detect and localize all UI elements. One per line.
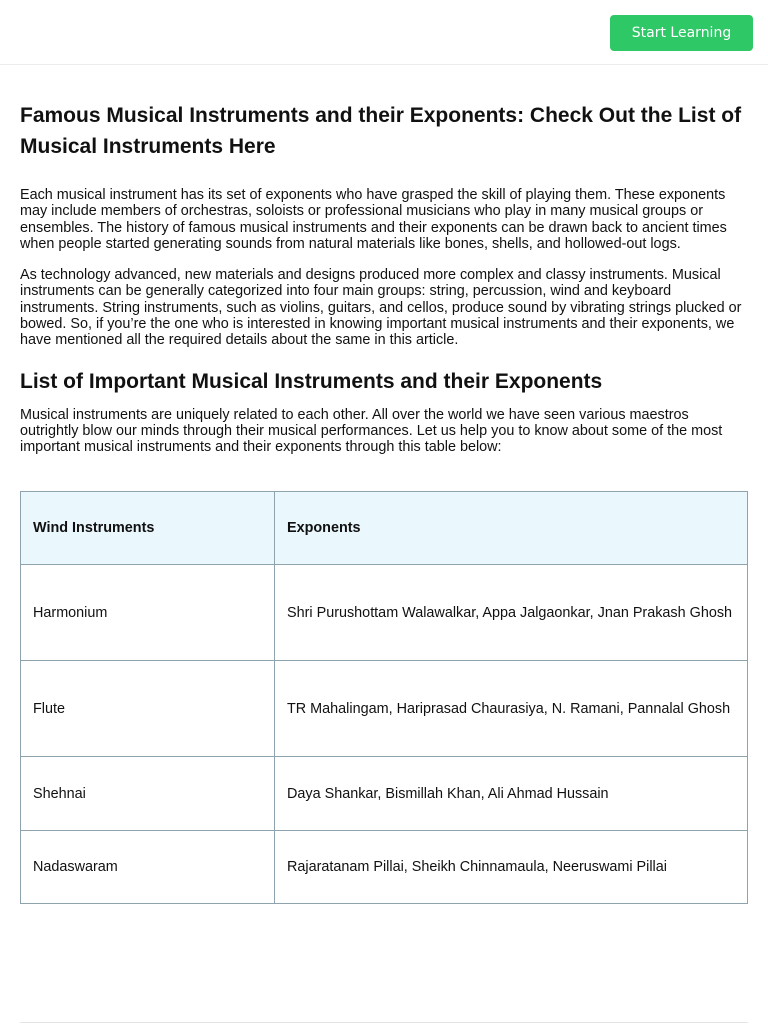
exponents-cell: Daya Shankar, Bismillah Khan, Ali Ahmad Hussain [275,757,748,831]
section-intro-paragraph: Musical instruments are uniquely related to each other. All over the world we have seen various maestros outrightly blow our minds through their musical performances. Let us help you to know about some of the most important musical instruments and their exponents through this table below: [20,406,723,456]
article-body [20,100,748,456]
instrument-cell: Harmonium [21,565,275,661]
table-row [21,565,748,661]
header-exponents: Exponents [275,492,748,565]
instrument-cell: Shehnai [21,757,275,831]
history-paragraph: As technology advanced, new materials and designs produced more complex and classy instruments. Musical instruments can be generally categorized into four main groups: string, percussion, wind and keyboard instruments. String instruments, such as violins, guitars, and cellos, produce sound by vibrating strings plucked or bowed. So, if you’re the one who is interested in knowing important musical instruments and their exponents, we have mentioned all the required details about the same in this article. [20,267,742,349]
top-bar [0,0,768,65]
intro-paragraph: Each musical instrument has its set of exponents who have grasped the skill of playing them. These exponents may include members of orchestras, soloists or professional musicians who play in many musical groups or ensembles. The history of famous musical instruments and their exponents can be drawn back to ancient times when people started generating sounds from natural materials like bones, shells, and hollowed-out logs. [20,187,727,252]
start-learning-button[interactable]: Start Learning [610,15,753,51]
exponents-cell: Shri Purushottam Walawalkar, Appa Jalgaonkar, Jnan Prakash Ghosh [275,565,748,661]
header-wind-instruments: Wind Instruments [21,492,275,565]
table-row [21,661,748,757]
footer-divider [20,1022,748,1023]
exponents-cell: Rajaratanam Pillai, Sheikh Chinnamaula, Neeruswami Pillai [275,831,748,904]
table-row [21,831,748,904]
article-title: Famous Musical Instruments and their Exponents: Check Out the List of Musical Instruments Here [20,104,742,158]
section-heading: List of Important Musical Instruments and their Exponents [20,369,603,393]
exponents-cell: TR Mahalingam, Hariprasad Chaurasiya, N. Ramani, Pannalal Ghosh [275,661,748,757]
table-header-row [21,492,748,565]
table-row [21,757,748,831]
instruments-table [20,491,748,904]
instrument-cell: Nadaswaram [21,831,275,904]
instrument-cell: Flute [21,661,275,757]
